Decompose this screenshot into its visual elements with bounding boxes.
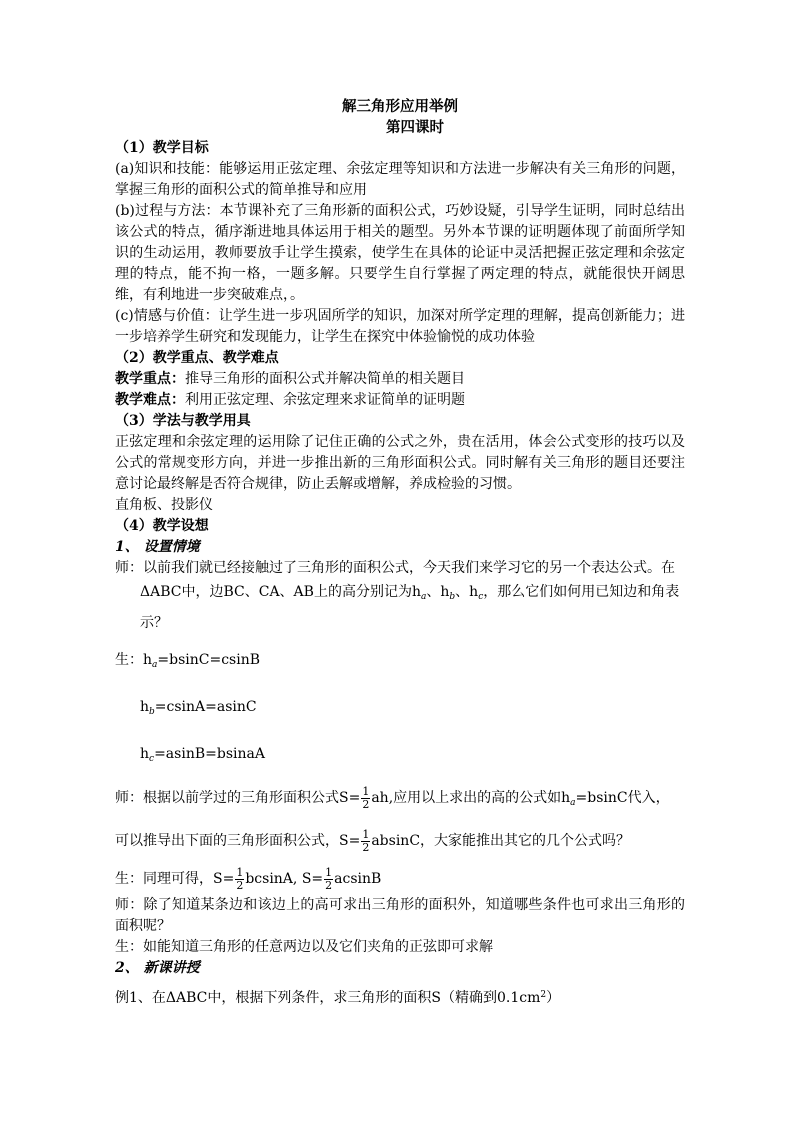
teacher-line-1b: ΔABC中，边BC、CA、AB上的高分别记为$h_a$、$h_b$、$h_c$，那么它们如何用已知边和角表示？ xyxy=(140,584,680,631)
goal-c-paragraph: (c)情感与价值：让学生进一步巩固所学的知识，加深对所学定理的理解，提高创新能力；进一步培养学生研究和发现能力，让学生在探究中体验愉悦的成功体验 xyxy=(115,308,685,345)
key-point-paragraph xyxy=(115,369,685,390)
step-1-heading: 1、 设置情境 xyxy=(115,539,200,555)
section-heading-design: （4）教学设想 xyxy=(115,518,209,534)
fraction-one-half: $\frac{1}{2}$ xyxy=(236,865,244,892)
section-heading-methods: （3）学法与教学用具 xyxy=(115,413,251,429)
fraction-one-half: $\frac{1}{2}$ xyxy=(325,865,333,892)
key-point-text: 推导三角形的面积公式并解决简单的相关题目 xyxy=(185,371,465,387)
method-paragraph: 正弦定理和余弦定理的运用除了记住正确的公式之外，贵在活用，体会公式变形的技巧以及公式的常规变形方向，并进一步推出新的三角形面积公式。同时解有关三角形的题目还要注意讨论最终解是否符合规律，防止丢解或增解，养成检验的习惯。 xyxy=(115,434,685,492)
teacher-line-1a: 师：以前我们就已经接触过了三角形的面积公式，今天我们来学习它的另一个表达公式。在 xyxy=(115,560,675,576)
teacher-line-3: 师：除了知道某条边和该边上的高可求出三角形的面积外，知道哪些条件也可求出三角形的面积呢？ xyxy=(115,897,685,934)
section-heading-key-points: （2）教学重点、教学难点 xyxy=(115,350,279,366)
student-line-1: 生：$h_a=bsinC=csinB$ xyxy=(115,652,261,670)
difficulty-text: 利用正弦定理、余弦定理来求证简单的证明题 xyxy=(185,392,465,408)
document-title: 解三角形应用举例 xyxy=(342,98,458,115)
document-body xyxy=(115,96,685,1009)
student-line-4: 生：同理可得，S= $\frac{1}{2}$ bcsinA, S= $\frac{1}{2}$ acsinB xyxy=(115,865,382,892)
document-subtitle: 第四课时 xyxy=(386,119,444,136)
goal-a-paragraph: (a)知识和技能：能够运用正弦定理、余弦定理等知识和方法进一步解决有关三角形的问题，掌握三角形的面积公式的简单推导和应用 xyxy=(115,161,685,198)
teacher-line-2b: 可以推导出下面的三角形面积公式，S= $\frac{1}{2}$ absinC，大家能推出其它的几个公式吗？ xyxy=(115,827,631,854)
fraction-one-half: $\frac{1}{2}$ xyxy=(362,827,370,854)
teacher-line-2a: 师：根据以前学过的三角形面积公式S= $\frac{1}{2}$ ah,应用以上求出的高的公式如$h_a=bsinC$代入， xyxy=(115,784,670,811)
key-point-label: 教学重点： xyxy=(115,371,185,387)
section-heading-goals: （1）教学目标 xyxy=(115,140,209,156)
step-2-heading: 2、 新课讲授 xyxy=(115,960,200,976)
tools-paragraph: 直角板、投影仪 xyxy=(115,497,213,513)
student-line-2: $h_b=csinA=asinC$ xyxy=(140,699,257,717)
difficulty-paragraph xyxy=(115,390,685,411)
fraction-one-half: $\frac{1}{2}$ xyxy=(362,784,370,811)
goal-b-paragraph: (b)过程与方法：本节课补充了三角形新的面积公式，巧妙设疑，引导学生证明，同时总结出该公式的特点，循序渐进地具体运用于相关的题型。另外本节课的证明题体现了前面所学知识的生动运用，教师要放手让学生摸索，使学生在具体的论证中灵活把握正弦定理和余弦定理的特点，能不拘一格，一题多解。只要学生自行掌握了两定理的特点，就能很快开阔思维，有利地进一步突破难点，。 xyxy=(115,203,685,303)
student-line-3: $h_c=asinB=bsinaA$ xyxy=(140,746,265,764)
student-line-5: 生：如能知道三角形的任意两边以及它们夹角的正弦即可求解 xyxy=(115,939,493,955)
difficulty-label: 教学难点： xyxy=(115,392,185,408)
example-1-line: 例1、在ΔABC中，根据下列条件，求三角形的面积S（精确到$0.1cm^2$） xyxy=(115,990,561,1006)
